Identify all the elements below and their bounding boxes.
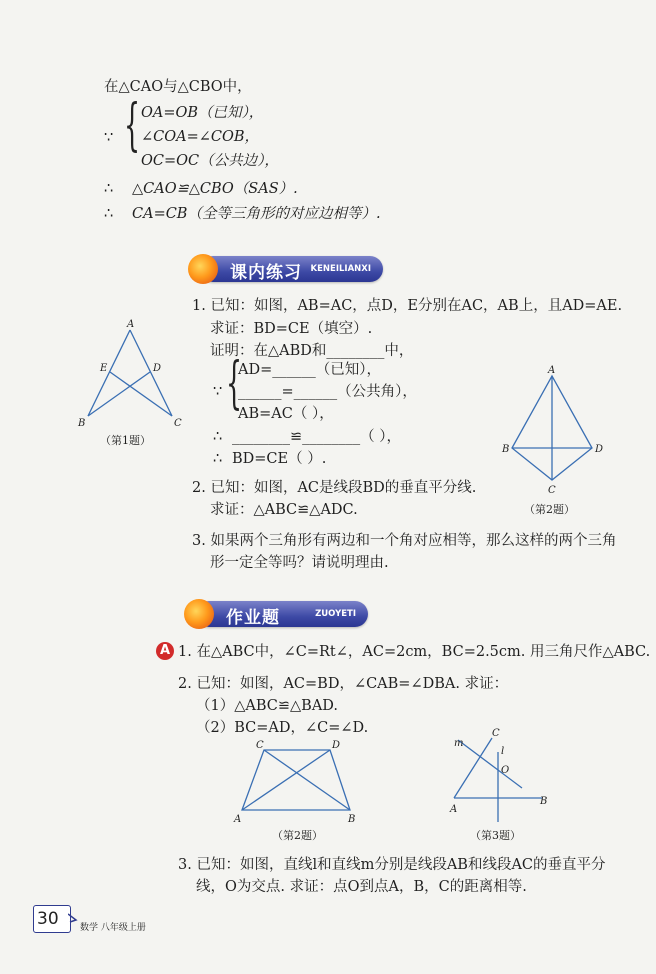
condition-1: OA=OB（已知），: [141, 105, 264, 121]
homework-question-3-cont: 线，O为交点. 求证：点O到点A，B，C的距离相等.: [196, 879, 527, 895]
question-3-cont: 形一定全等吗？请说明理由.: [210, 555, 389, 571]
figure-caption: （第2题）: [524, 503, 575, 516]
vertex-A: A: [548, 365, 556, 376]
figure-caption: （第1题）: [100, 434, 151, 447]
starburst-icon: [184, 599, 214, 629]
vertex-B: B: [348, 814, 356, 824]
homework-question-3: 3. 已知：如图，直线l和直线m分别是线段AB和线段AC的垂直平分: [178, 857, 606, 873]
vertex-B: B: [540, 796, 548, 807]
label-l: l: [501, 746, 505, 757]
condition-3: OC=OC（公共边），: [141, 153, 279, 169]
proof-result-2: CA=CB（全等三角形的对应边相等）.: [132, 206, 381, 222]
condition-2: ∠COA=∠COB，: [141, 129, 260, 145]
vertex-A: A: [234, 814, 242, 824]
question-1: 1. 已知：如图，AB=AC，点D，E分别在AC，AB上，且AD=AE.: [192, 298, 623, 314]
figure-caption: （第2题）: [272, 829, 323, 842]
vertex-D: D: [332, 740, 341, 751]
level-a-badge: A: [156, 642, 174, 660]
question-1-prove: 求证：BD=CE（填空）.: [210, 321, 373, 337]
page-number: 30: [37, 909, 59, 929]
segment-AB: [88, 330, 130, 416]
vertex-C: C: [492, 728, 500, 739]
line-m: [458, 740, 522, 788]
book-title: 数学 八年级上册: [80, 923, 146, 933]
section-title: 课内练习: [230, 263, 302, 283]
vertex-A: A: [127, 319, 135, 330]
figure-caption: （第3题）: [470, 829, 521, 842]
fill-condition-3: AB=AC（ ），: [238, 406, 334, 422]
therefore-symbol: ∴: [213, 451, 223, 467]
proof-result-1: △CAO≌△CBO（SAS）.: [132, 181, 298, 197]
homework-figure-3: [440, 724, 560, 824]
quadrilateral-ABDC: [242, 750, 350, 810]
vertex-D: D: [595, 444, 604, 455]
homework-figure-2: [228, 738, 364, 824]
fill-condition-1: AD=______（已知），: [238, 362, 381, 378]
therefore-symbol: ∴: [104, 181, 114, 197]
therefore-symbol: ∴: [104, 206, 114, 222]
fill-result-1: ________≌________（ ），: [232, 429, 402, 445]
brace: {: [226, 351, 243, 416]
homework-question-2: 2. 已知：如图，AC=BD，∠CAB=∠DBA. 求证：: [178, 676, 509, 692]
therefore-symbol: ∴: [213, 429, 223, 445]
vertex-B: B: [502, 444, 510, 455]
vertex-B: B: [78, 418, 86, 429]
because-symbol: ∵: [104, 130, 114, 146]
section-title: 作业题: [226, 608, 280, 628]
because-symbol: ∵: [213, 384, 223, 400]
vertex-D: D: [153, 363, 162, 374]
brace: {: [124, 93, 141, 158]
vertex-E: E: [100, 363, 108, 374]
homework-question-2-part-1: （1）△ABC≌△BAD.: [196, 698, 339, 714]
vertex-C: C: [256, 740, 264, 751]
homework-question-2-part-2: （2）BC=AD，∠C=∠D.: [196, 720, 369, 736]
figure-2: [496, 362, 608, 502]
question-1-proof-start: 证明：在△ABD和________中，: [210, 343, 414, 359]
question-3: 3. 如果两个三角形有两边和一个角对应相等，那么这样的两个三角: [192, 533, 617, 549]
segment-CB: [264, 750, 350, 810]
section-subtitle: KENEILIANXI: [310, 264, 371, 274]
point-O: O: [501, 765, 510, 776]
homework-question-1: 1. 在△ABC中，∠C=Rt∠，AC=2cm，BC=2.5cm. 用三角尺作△ABC.: [178, 644, 651, 660]
section-subtitle: ZUOYETI: [315, 609, 356, 619]
question-2: 2. 已知：如图，AC是线段BD的垂直平分线.: [192, 480, 477, 496]
section-banner-practice: [200, 256, 383, 282]
fill-result-2: BD=CE（ ）.: [232, 451, 327, 467]
vertex-A: A: [450, 804, 458, 815]
segment-DA: [242, 750, 330, 810]
label-m: m: [454, 738, 464, 749]
figure-1: [76, 316, 186, 446]
vertex-C: C: [548, 485, 556, 496]
question-2-prove: 求证：△ABC≌△ADC.: [210, 502, 358, 518]
fill-condition-2: ______=______（公共角），: [238, 384, 417, 400]
segment-AC: [130, 330, 172, 416]
vertex-C: C: [174, 418, 182, 429]
proof-intro: 在△CAO与△CBO中，: [104, 79, 252, 95]
section-banner-homework: [196, 601, 368, 627]
starburst-icon: [188, 254, 218, 284]
